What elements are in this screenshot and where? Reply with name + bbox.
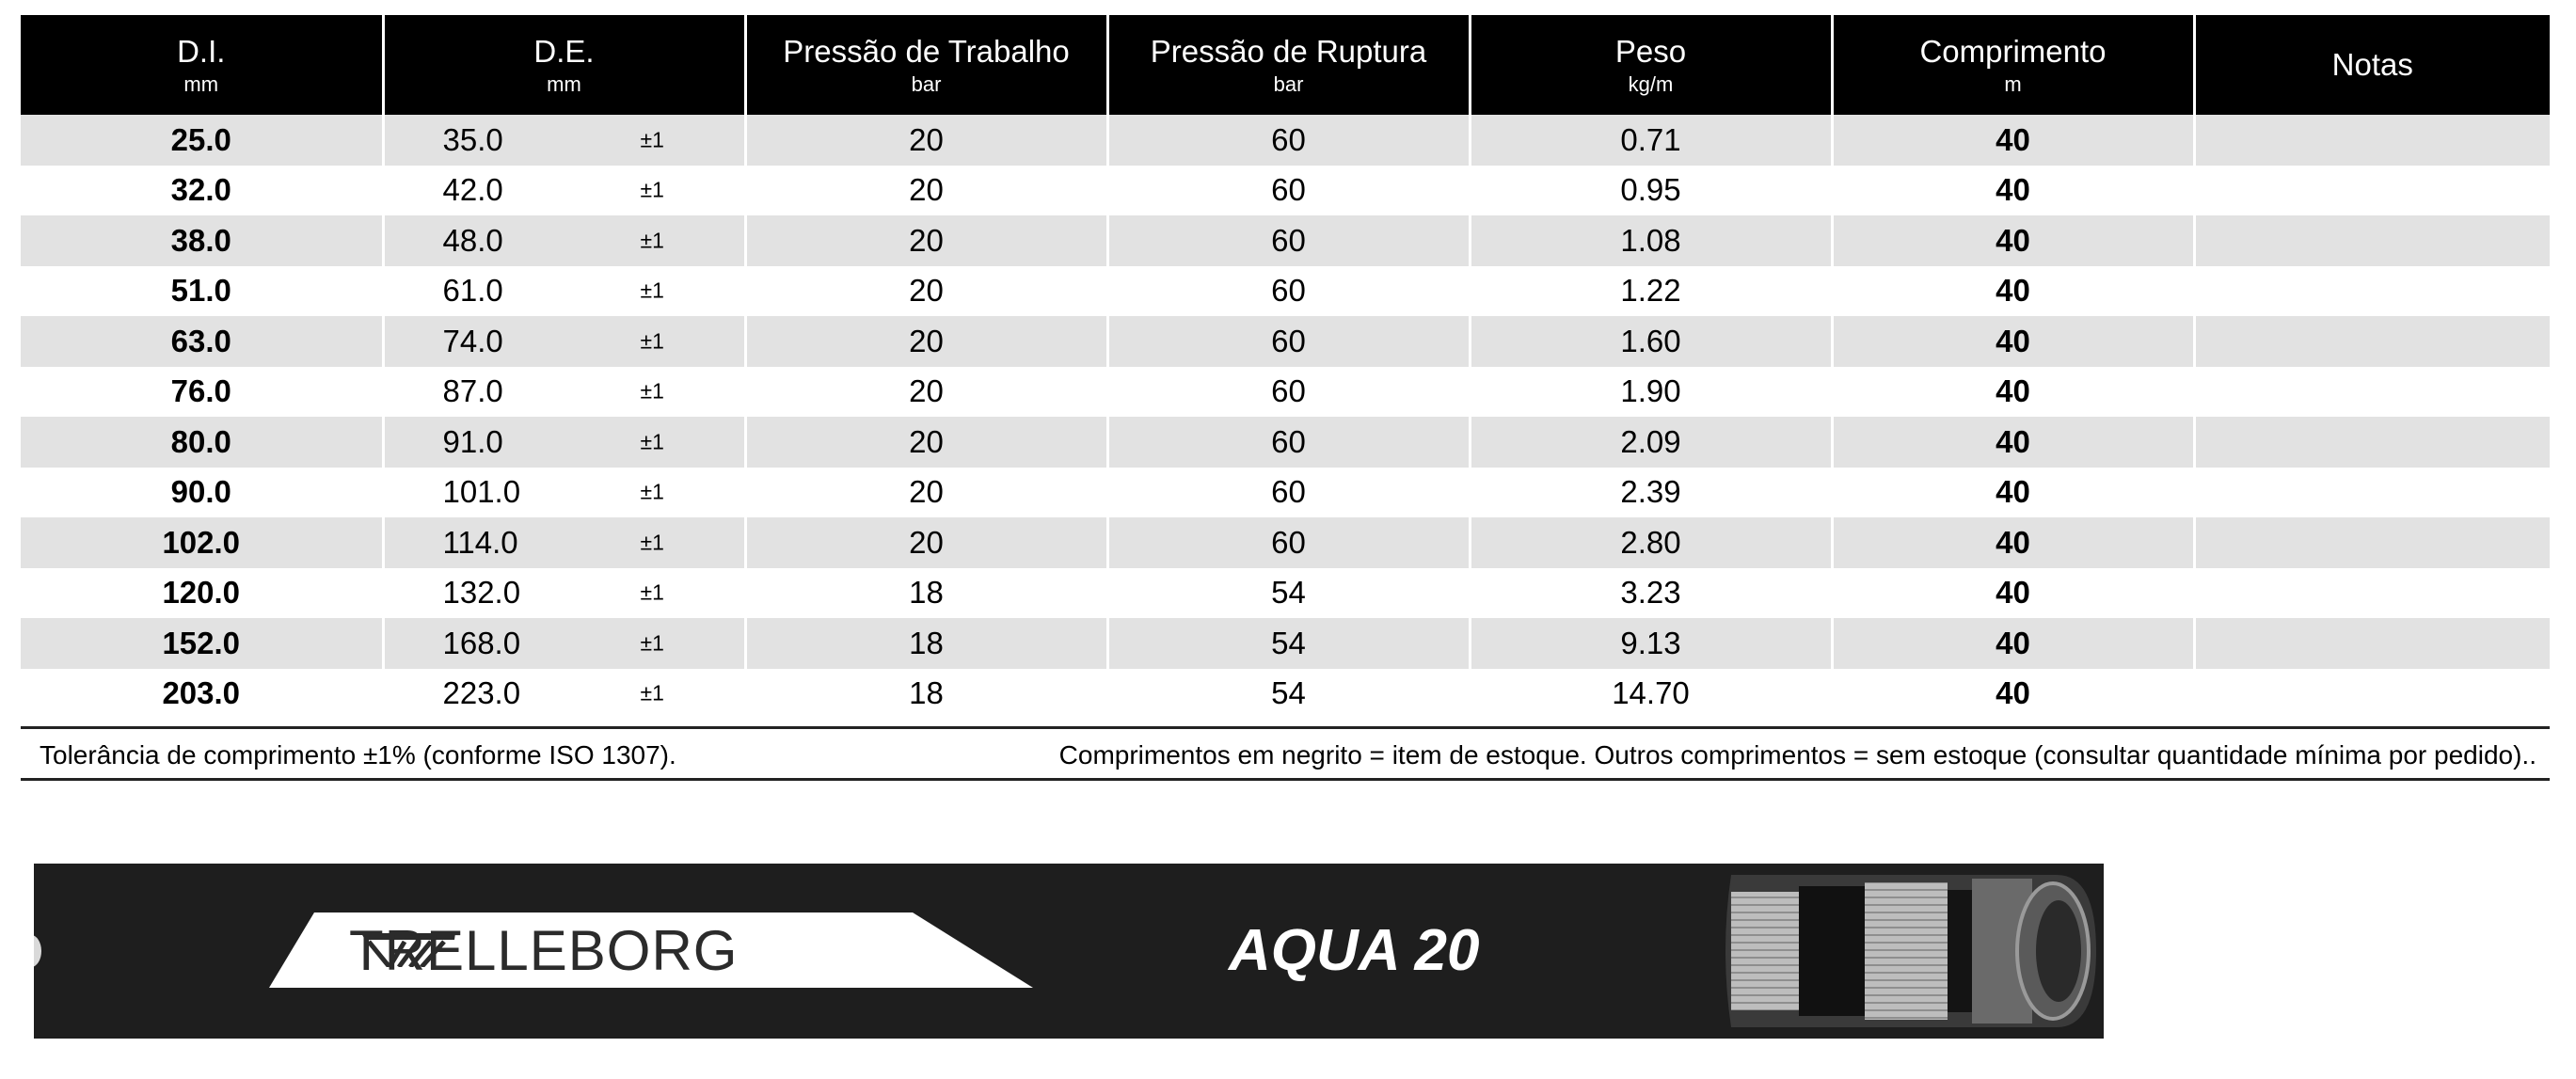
cell-notes <box>2194 417 2550 468</box>
cell-de-value: 74.0 <box>442 323 503 358</box>
header-weight: Peso kg/m <box>1470 15 1832 115</box>
cell-burst-pressure: 60 <box>1107 316 1470 367</box>
cell-burst-pressure: 60 <box>1107 166 1470 216</box>
cell-working-pressure: 20 <box>745 417 1107 468</box>
cell-de <box>383 367 745 418</box>
cell-notes <box>2194 618 2550 669</box>
cell-burst-pressure: 60 <box>1107 215 1470 266</box>
table-row <box>21 669 2550 720</box>
cell-de-value: 91.0 <box>442 423 503 459</box>
cell-burst-pressure: 60 <box>1107 468 1470 518</box>
cell-length: 40 <box>1832 669 2194 720</box>
cell-length: 40 <box>1832 266 2194 317</box>
cell-weight: 1.60 <box>1470 316 1832 367</box>
cell-length: 40 <box>1832 468 2194 518</box>
cell-de-tolerance: ±1 <box>640 429 664 454</box>
cell-weight: 1.90 <box>1470 367 1832 418</box>
header-working-pressure: Pressão de Trabalho bar <box>745 15 1107 115</box>
table-row <box>21 367 2550 418</box>
cell-de <box>383 316 745 367</box>
cell-de <box>383 468 745 518</box>
cell-working-pressure: 20 <box>745 215 1107 266</box>
cell-weight: 14.70 <box>1470 669 1832 720</box>
table-row <box>21 468 2550 518</box>
cell-notes <box>2194 215 2550 266</box>
cell-di: 203.0 <box>21 669 383 720</box>
table-row <box>21 166 2550 216</box>
product-banner <box>34 864 2104 1039</box>
cell-de-value: 42.0 <box>442 172 503 208</box>
cell-de-value: 114.0 <box>442 524 518 560</box>
cell-working-pressure: 20 <box>745 266 1107 317</box>
cell-length: 40 <box>1832 115 2194 166</box>
cell-de-tolerance: ±1 <box>640 127 664 152</box>
cell-working-pressure: 20 <box>745 115 1107 166</box>
cell-de <box>383 166 745 216</box>
cell-di: 76.0 <box>21 367 383 418</box>
cell-notes <box>2194 517 2550 568</box>
cell-burst-pressure: 54 <box>1107 568 1470 619</box>
cell-de-tolerance: ±1 <box>640 177 664 202</box>
product-name: AQUA 20 <box>1229 918 1480 983</box>
cell-di: 38.0 <box>21 215 383 266</box>
table-row <box>21 568 2550 619</box>
cell-burst-pressure: 60 <box>1107 517 1470 568</box>
table-row <box>21 115 2550 166</box>
cell-working-pressure: 20 <box>745 316 1107 367</box>
cell-weight: 1.22 <box>1470 266 1832 317</box>
cell-weight: 0.71 <box>1470 115 1832 166</box>
cell-de-tolerance: ±1 <box>640 278 664 303</box>
cell-notes <box>2194 266 2550 317</box>
cell-di: 152.0 <box>21 618 383 669</box>
cell-de-tolerance: ±1 <box>640 479 664 504</box>
cell-length: 40 <box>1832 417 2194 468</box>
table-row <box>21 215 2550 266</box>
brand-name: TRELLEBORG <box>349 919 739 982</box>
cell-weight: 2.09 <box>1470 417 1832 468</box>
cell-length: 40 <box>1832 166 2194 216</box>
cell-di: 120.0 <box>21 568 383 619</box>
hose-cross-section-icon <box>1710 864 2104 1039</box>
table-body <box>21 115 2550 719</box>
table-row <box>21 517 2550 568</box>
cell-length: 40 <box>1832 517 2194 568</box>
cell-weight: 1.08 <box>1470 215 1832 266</box>
cell-length: 40 <box>1832 316 2194 367</box>
cell-burst-pressure: 60 <box>1107 266 1470 317</box>
cell-burst-pressure: 54 <box>1107 669 1470 720</box>
cell-di: 25.0 <box>21 115 383 166</box>
cell-weight: 9.13 <box>1470 618 1832 669</box>
header-de: D.E. mm <box>383 15 745 115</box>
header-length: Comprimento m <box>1832 15 2194 115</box>
cell-de <box>383 669 745 720</box>
cell-di: 102.0 <box>21 517 383 568</box>
cell-di: 90.0 <box>21 468 383 518</box>
cell-de <box>383 517 745 568</box>
cell-de-tolerance: ±1 <box>640 328 664 354</box>
cell-de <box>383 568 745 619</box>
cell-de-value: 101.0 <box>442 474 521 510</box>
cell-de-value: 223.0 <box>442 675 521 711</box>
footnote-bar <box>21 726 2550 781</box>
table-row <box>21 266 2550 317</box>
cell-de-tolerance: ±1 <box>640 630 664 656</box>
cell-weight: 0.95 <box>1470 166 1832 216</box>
cell-weight: 3.23 <box>1470 568 1832 619</box>
length-tolerance-note: Tolerância de comprimento ±1% (conforme ISO 1307). <box>40 740 676 770</box>
header-notes: Notas <box>2194 15 2550 115</box>
cell-de <box>383 618 745 669</box>
cell-weight: 2.80 <box>1470 517 1832 568</box>
cell-de <box>383 417 745 468</box>
cell-de <box>383 266 745 317</box>
banner-edge-mark <box>34 935 41 967</box>
cell-burst-pressure: 54 <box>1107 618 1470 669</box>
cell-length: 40 <box>1832 568 2194 619</box>
specification-table <box>21 15 2550 719</box>
cell-notes <box>2194 316 2550 367</box>
cell-de-tolerance: ±1 <box>640 530 664 555</box>
cell-length: 40 <box>1832 367 2194 418</box>
cell-length: 40 <box>1832 618 2194 669</box>
cell-working-pressure: 20 <box>745 517 1107 568</box>
cell-de-value: 48.0 <box>442 222 503 258</box>
cell-di: 63.0 <box>21 316 383 367</box>
cell-working-pressure: 18 <box>745 618 1107 669</box>
cell-de-tolerance: ±1 <box>640 378 664 404</box>
cell-de-value: 61.0 <box>442 273 503 309</box>
cell-notes <box>2194 115 2550 166</box>
cell-working-pressure: 20 <box>745 468 1107 518</box>
table-row <box>21 316 2550 367</box>
table-row <box>21 618 2550 669</box>
cell-notes <box>2194 568 2550 619</box>
cell-de-value: 87.0 <box>442 373 503 409</box>
cell-de-tolerance: ±1 <box>640 579 664 605</box>
cell-di: 80.0 <box>21 417 383 468</box>
cell-burst-pressure: 60 <box>1107 417 1470 468</box>
cell-burst-pressure: 60 <box>1107 115 1470 166</box>
cell-weight: 2.39 <box>1470 468 1832 518</box>
cell-notes <box>2194 468 2550 518</box>
cell-de-tolerance: ±1 <box>640 680 664 706</box>
cell-notes <box>2194 669 2550 720</box>
cell-de-value: 168.0 <box>442 625 521 660</box>
header-di: D.I. mm <box>21 15 383 115</box>
cell-di: 32.0 <box>21 166 383 216</box>
cell-working-pressure: 20 <box>745 166 1107 216</box>
cell-de <box>383 115 745 166</box>
cell-notes <box>2194 367 2550 418</box>
cell-length: 40 <box>1832 215 2194 266</box>
cell-de <box>383 215 745 266</box>
stock-note: Comprimentos em negrito = item de estoque. Outros comprimentos = sem estoque (consultar quantidade mínima por pedido).. <box>1058 740 2536 770</box>
cell-di: 51.0 <box>21 266 383 317</box>
cell-burst-pressure: 60 <box>1107 367 1470 418</box>
cell-de-value: 35.0 <box>442 121 503 157</box>
header-burst-pressure: Pressão de Ruptura bar <box>1107 15 1470 115</box>
cell-de-value: 132.0 <box>442 575 521 611</box>
table-row <box>21 417 2550 468</box>
cell-working-pressure: 18 <box>745 669 1107 720</box>
table-header-row <box>21 15 2550 115</box>
cell-working-pressure: 20 <box>745 367 1107 418</box>
cell-notes <box>2194 166 2550 216</box>
cell-de-tolerance: ±1 <box>640 228 664 253</box>
cell-working-pressure: 18 <box>745 568 1107 619</box>
